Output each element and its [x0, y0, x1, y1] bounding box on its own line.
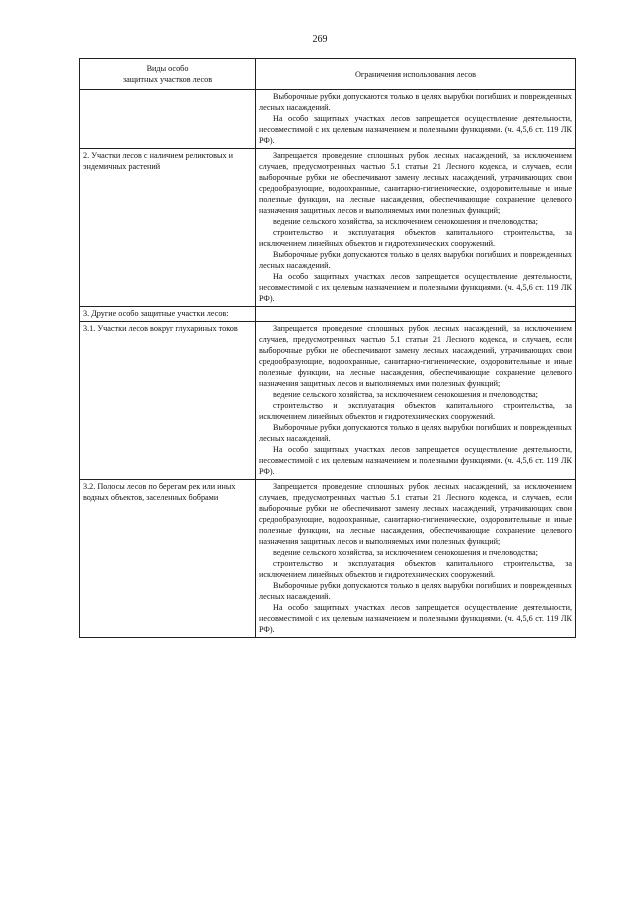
header-restrictions: Ограничения использования лесов — [256, 59, 576, 90]
restriction-paragraph: ведение сельского хозяйства, за исключением сенокошения и пчеловодства; — [273, 548, 538, 557]
row-restrictions — [256, 480, 576, 638]
table-row — [80, 480, 576, 638]
table-row — [80, 307, 576, 322]
restriction-paragraph: Запрещается проведение сплошных рубок лесных насаждений, за исключением случаев, предусмотренных частью 5.1 статьи 21 Лесного кодекса, и случаев, если выборочные рубки не обеспечивают замену лесных насаждений, утрачивающих свои средообразующие, водоохранные, санитарно-гигиенические, оздоровительные и иные полезные функции, на лесные насаждения, обеспечивающие сохранение целевого назначения защитных лесов и выполняемых ими полезных функций; — [259, 151, 572, 215]
restriction-paragraph: Выборочные рубки допускаются только в целях вырубки погибших и поврежденных лесных насаждений. — [259, 581, 572, 601]
restriction-paragraph: Запрещается проведение сплошных рубок лесных насаждений, за исключением случаев, предусмотренных частью 5.1 статьи 21 Лесного кодекса, и случаев, если выборочные рубки не обеспечивают замену лесных насаждений, утрачивающих свои средообразующие, водоохранные, санитарно-гигиенические, оздоровительные и иные полезные функции, на лесные насаждения, обеспечивающие сохранение целевого назначения защитных лесов и выполняемых ими полезных функций; — [259, 482, 572, 546]
forest-restrictions-table — [79, 58, 576, 638]
row-label — [80, 90, 256, 149]
restriction-paragraph: строительство и эксплуатация объектов капитального строительства, за исключением линейных объектов и гидротехнических сооружений. — [259, 559, 572, 579]
restriction-paragraph: Запрещается проведение сплошных рубок лесных насаждений, за исключением случаев, предусмотренных частью 5.1 статьи 21 Лесного кодекса, и случаев, если выборочные рубки не обеспечивают замену лесных насаждений, утрачивающих свои средообразующие, водоохранные, санитарно-гигиенические, оздоровительные и иные полезные функции, на лесные насаждения, обеспечивающие сохранение целевого назначения защитных лесов и выполняемых ими полезных функций; — [259, 324, 572, 388]
row-restrictions — [256, 90, 576, 149]
page-number: 269 — [312, 34, 328, 45]
header-forest-type-line1: Виды особо — [146, 64, 189, 73]
restriction-paragraph: Выборочные рубки допускаются только в целях вырубки погибших и поврежденных лесных насаждений. — [259, 250, 572, 270]
restriction-paragraph: Выборочные рубки допускаются только в целях вырубки погибших и поврежденных лесных насаждений. — [259, 92, 572, 112]
row-label: 3. Другие особо защитные участки лесов: — [80, 307, 256, 322]
restriction-paragraph: На особо защитных участках лесов запрещается осуществление деятельности, несовместимой с их целевым назначением и полезными функциями. (ч. 4,5,6 ст. 119 ЛК РФ). — [259, 114, 572, 145]
header-forest-type — [80, 59, 256, 90]
row-restrictions — [256, 307, 576, 322]
row-label: 3.1. Участки лесов вокруг глухариных токов — [80, 322, 256, 480]
restriction-paragraph: строительство и эксплуатация объектов капитального строительства, за исключением линейных объектов и гидротехнических сооружений. — [259, 401, 572, 421]
row-restrictions — [256, 149, 576, 307]
restriction-paragraph: На особо защитных участках лесов запрещается осуществление деятельности, несовместимой с их целевым назначением и полезными функциями. (ч. 4,5,6 ст. 119 ЛК РФ). — [259, 603, 572, 634]
row-label: 3.2. Полосы лесов по берегам рек или иных водных объектов, заселенных бобрами — [80, 480, 256, 638]
table-row — [80, 90, 576, 149]
restriction-paragraph: На особо защитных участках лесов запрещается осуществление деятельности, несовместимой с их целевым назначением и полезными функциями. (ч. 4,5,6 ст. 119 ЛК РФ). — [259, 445, 572, 476]
restriction-paragraph: Выборочные рубки допускаются только в целях вырубки погибших и поврежденных лесных насаждений. — [259, 423, 572, 443]
header-forest-type-line2: защитных участков лесов — [122, 75, 213, 84]
table-row — [80, 149, 576, 307]
row-restrictions — [256, 322, 576, 480]
table-row — [80, 322, 576, 480]
restriction-paragraph: строительство и эксплуатация объектов капитального строительства, за исключением линейных объектов и гидротехнических сооружений. — [259, 228, 572, 248]
restriction-paragraph: ведение сельского хозяйства, за исключением сенокошения и пчеловодства; — [273, 217, 538, 226]
restriction-paragraph: На особо защитных участках лесов запрещается осуществление деятельности, несовместимой с их целевым назначением и полезными функциями. (ч. 4,5,6 ст. 119 ЛК РФ). — [259, 272, 572, 303]
table-header-row — [80, 59, 576, 90]
restriction-paragraph: ведение сельского хозяйства, за исключением сенокошения и пчеловодства; — [273, 390, 538, 399]
row-label: 2. Участки лесов с наличием реликтовых и эндемичных растений — [80, 149, 256, 307]
